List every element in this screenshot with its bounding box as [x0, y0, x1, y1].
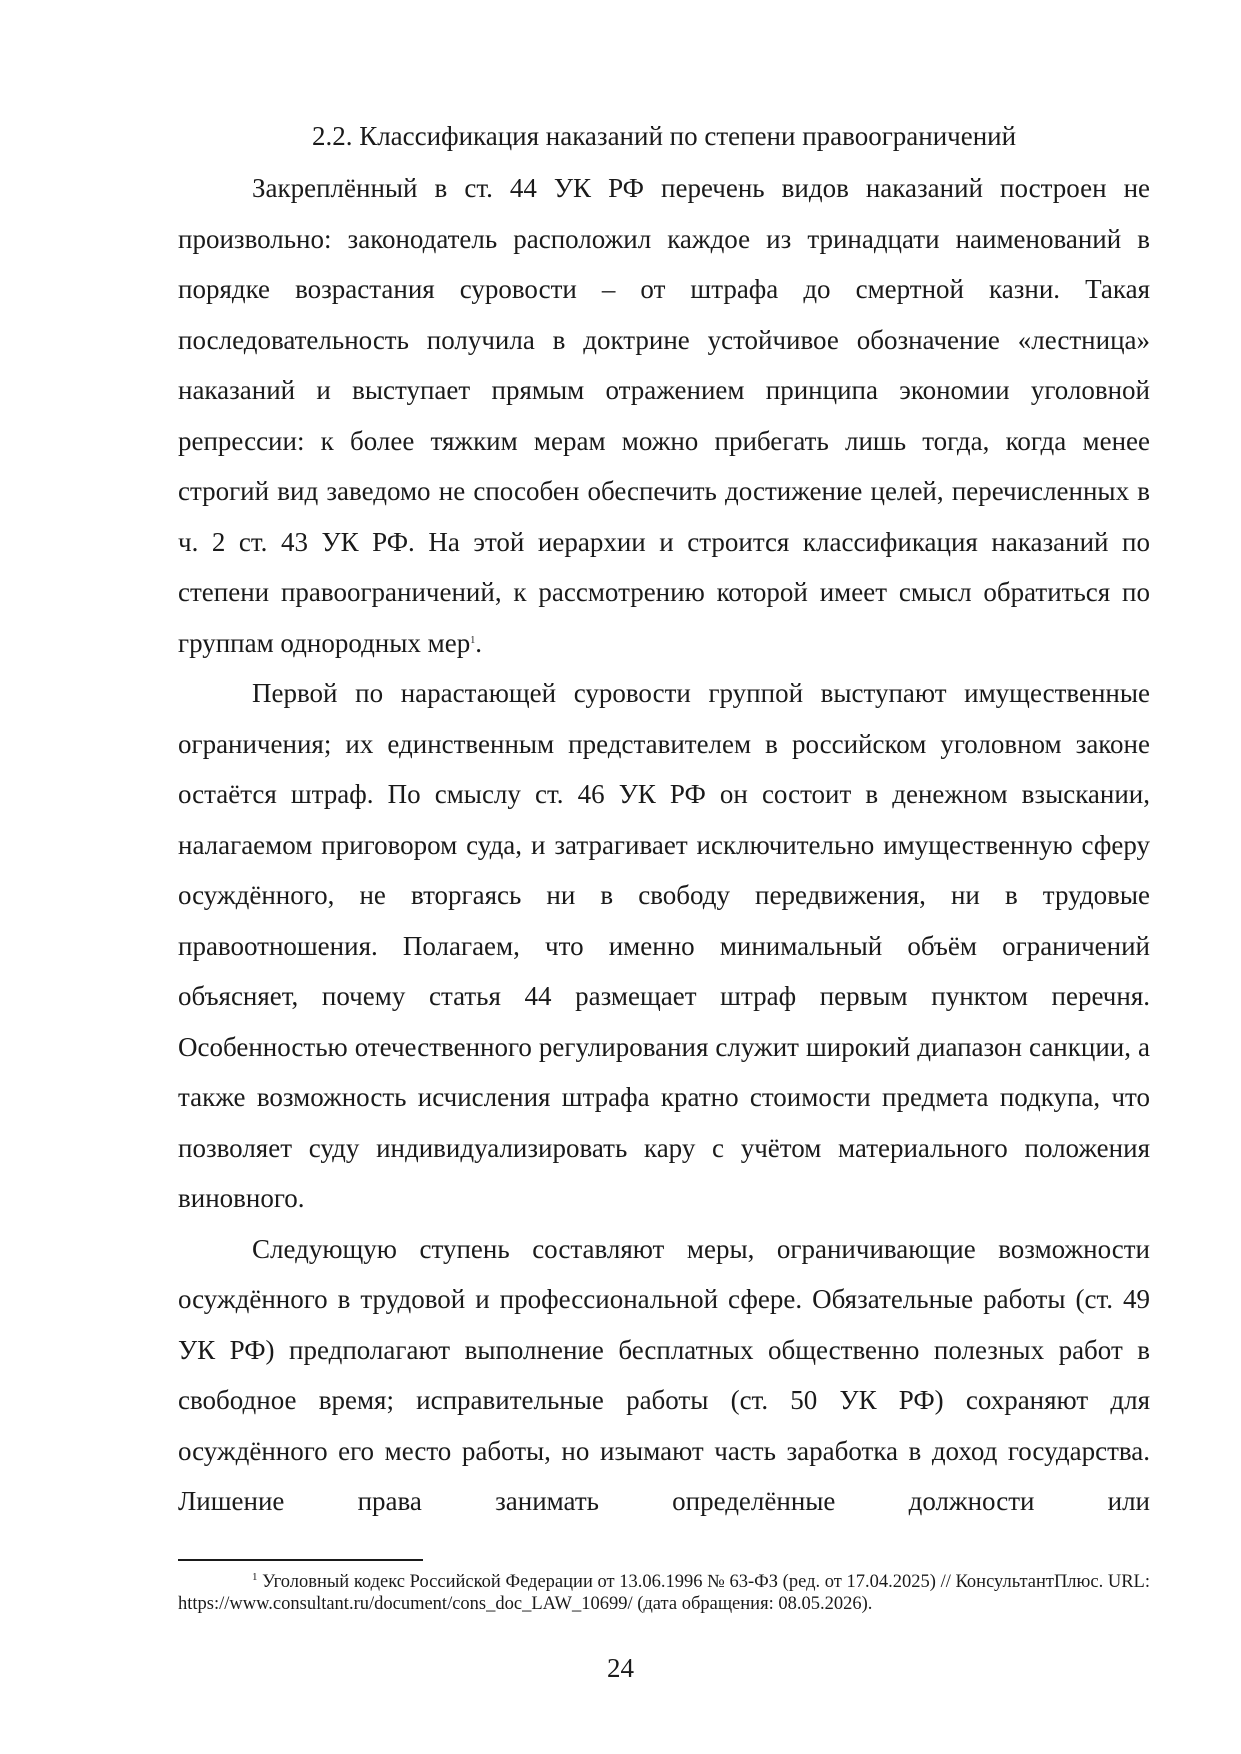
- page-number: 24: [607, 1653, 634, 1683]
- footnote-reference[interactable]: 1: [470, 634, 476, 646]
- section-heading: 2.2. Классификация наказаний по степени правоограничений: [311, 121, 1017, 151]
- paragraph-1-text: Закреплённый в ст. 44 УК РФ перечень видов наказаний построен не произвольно: законодатель расположил каждое из тринадцати наименований в порядке возрастания суровости – от штрафа до смертной казни. Такая последовательность получила в доктрине устойчивое обозначение «лестница» наказаний и выступает прямым отражением принципа экономии уголовной репрессии: к более тяжким мерам можно прибегать лишь тогда, когда менее строгий вид заведомо не способен обеспечить достижение целей, перечисленных в ч. 2 ст. 43 УК РФ. На этой иерархии и строится классификация наказаний по степени правоограничений, к рассмотрению которой имеет смысл обратиться по группам однородных мер: [178, 173, 1150, 658]
- paragraph-1-tail: .: [475, 627, 482, 658]
- paragraph-3: Следующую ступень составляют меры, ограничивающие возможности осуждённого в трудовой и профессиональной сфере. Обязательные работы (ст. 49 УК РФ) предполагают выполнение бесплатных общественно полезных работ в свободное время; исправительные работы (ст. 50 УК РФ) сохраняют для осуждённого его место работы, но изымают часть заработка в доход государства. Лишение права занимать определённые должности или: [178, 1233, 1150, 1516]
- footnote-number: 1: [252, 1571, 258, 1583]
- footnote-text: Уголовный кодекс Российской Федерации от 13.06.1996 № 63-ФЗ (ред. от 17.04.2025) // КонсультантПлюс. URL: https://www.consultant.ru/document/cons_doc_LAW_10699/ (дата обращения: 08.05.2026).: [178, 1572, 1150, 1614]
- footnote: [178, 1571, 1150, 1615]
- body-text: [178, 163, 1150, 1527]
- paragraph-1: [178, 163, 1150, 668]
- paragraph-2: Первой по нарастающей суровости группой выступают имущественные ограничения; их единственным представителем в российском уголовном законе остаётся штраф. По смыслу ст. 46 УК РФ он состоит в денежном взыскании, налагаемом приговором суда, и затрагивает исключительно имущественную сферу осуждённого, не вторгаясь ни в свободу передвижения, ни в трудовые правоотношения. Полагаем, что именно минимальный объём ограничений объясняет, почему статья 44 размещает штраф первым пунктом перечня. Особенностью отечественного регулирования служит широкий диапазон санкции, а также возможность исчисления штрафа кратно стоимости предмета подкупа, что позволяет суду индивидуализировать кару с учётом материального положения виновного.: [178, 678, 1150, 1213]
- footnote-separator: [178, 1559, 423, 1561]
